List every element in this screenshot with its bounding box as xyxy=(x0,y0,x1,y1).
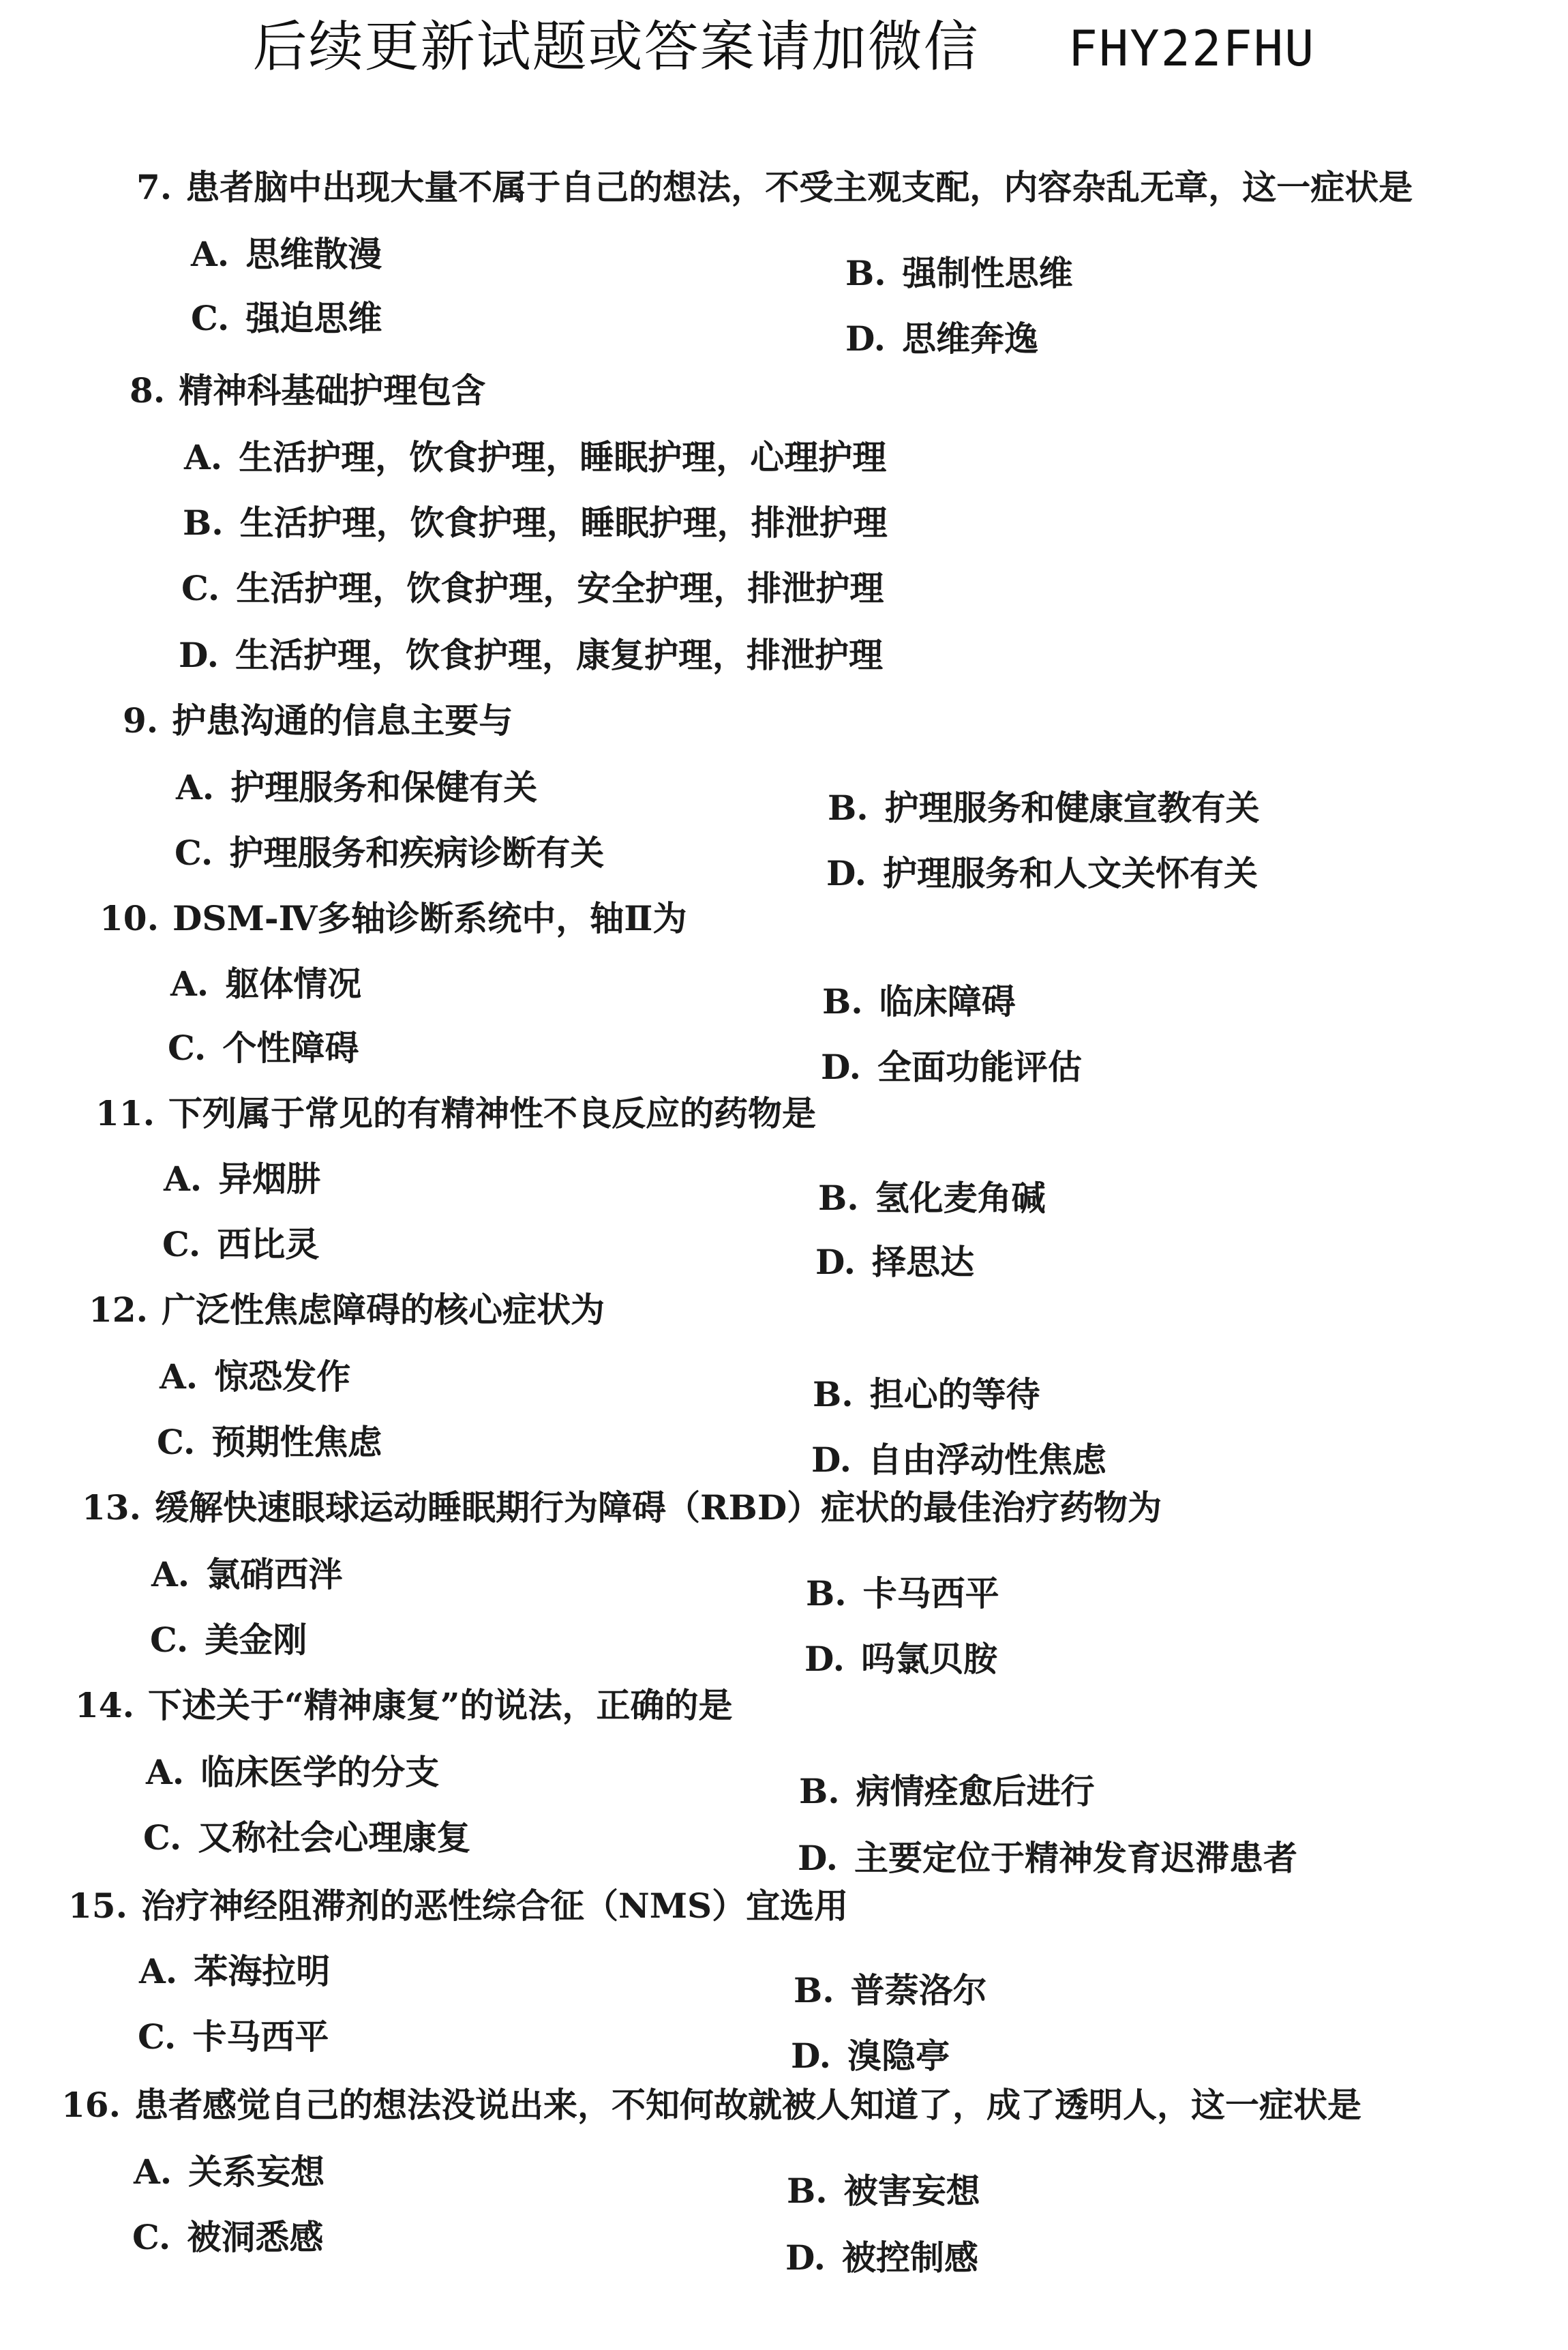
option-d: D. 生活护理，饮食护理，康复护理，排泄护理 xyxy=(179,635,883,675)
option-d: D. 主要定位于精神发育迟滞患者 xyxy=(798,1838,1297,1878)
question-number: 9. xyxy=(123,700,159,741)
option-b: B. 生活护理，饮食护理，睡眠护理，排泄护理 xyxy=(183,503,888,543)
question-number: 11. xyxy=(95,1093,155,1133)
question-stem: DSM-Ⅳ多轴诊断系统中，轴Ⅱ为 xyxy=(172,898,687,938)
question-stem: 患者脑中出现大量不属于自己的想法，不受主观支配，内容杂乱无章，这一症状是 xyxy=(185,167,1413,207)
question-number: 15. xyxy=(68,1886,127,1926)
option-c: C. 护理服务和疾病诊断有关 xyxy=(175,833,605,873)
option-d: D. 被控制感 xyxy=(785,2237,978,2278)
option-d: D. 护理服务和人文关怀有关 xyxy=(826,853,1258,893)
question-stem: 缓解快速眼球运动睡眠期行为障碍（RBD）症状的最佳治疗药物为 xyxy=(155,1487,1162,1528)
option-c: C. 生活护理，饮食护理，安全护理，排泄护理 xyxy=(181,568,884,608)
option-a: A. 思维散漫 xyxy=(191,234,382,274)
question-number: 13. xyxy=(82,1487,141,1528)
option-a: A. 氯硝西泮 xyxy=(151,1554,343,1594)
option-c: C. 卡马西平 xyxy=(138,2017,329,2057)
option-d: D. 思维奔逸 xyxy=(845,318,1038,359)
question-stem: 精神科基础护理包含 xyxy=(179,370,486,411)
option-b: B. 强制性思维 xyxy=(845,253,1073,293)
question-stem: 护患沟通的信息主要与 xyxy=(172,700,513,741)
option-b: B. 普萘洛尔 xyxy=(794,1970,987,2010)
header-text: 后续更新试题或答案请加微信 xyxy=(252,15,980,78)
question-stem: 治疗神经阻滞剂的恶性综合征（NMS）宜选用 xyxy=(141,1886,849,1926)
option-a: A. 护理服务和保健有关 xyxy=(176,767,538,807)
question-stem: 患者感觉自己的想法没说出来，不知何故就被人知道了，成了透明人，这一症状是 xyxy=(134,2085,1361,2125)
option-b: B. 病情痊愈后进行 xyxy=(799,1771,1095,1811)
option-b: B. 被害妄想 xyxy=(787,2171,980,2211)
option-a: A. 异烟肼 xyxy=(164,1159,321,1199)
option-a: A. 关系妄想 xyxy=(134,2152,325,2192)
option-b: B. 卡马西平 xyxy=(806,1573,999,1613)
question-stem: 下述关于“精神康复”的说法，正确的是 xyxy=(148,1685,733,1725)
option-c: C. 美金刚 xyxy=(150,1620,307,1660)
question-number: 7. xyxy=(136,167,172,207)
header-wechat-code: FHY22FHU xyxy=(1068,20,1316,77)
option-a: A. 苯海拉明 xyxy=(139,1951,331,1991)
option-d: D. 自由浮动性焦虑 xyxy=(811,1440,1106,1480)
option-c: C. 预期性焦虑 xyxy=(157,1422,382,1462)
option-c: C. 强迫思维 xyxy=(191,298,382,338)
option-c: C. 个性障碍 xyxy=(168,1028,359,1068)
question-stem: 广泛性焦虑障碍的核心症状为 xyxy=(162,1290,605,1330)
question-number: 14. xyxy=(75,1685,134,1725)
question-number: 8. xyxy=(130,370,166,411)
option-a: A. 躯体情况 xyxy=(170,964,362,1004)
option-c: C. 又称社会心理康复 xyxy=(143,1817,471,1858)
option-d: D. 择思达 xyxy=(815,1242,974,1282)
option-a: A. 惊恐发作 xyxy=(160,1356,351,1397)
question-number: 12. xyxy=(89,1290,148,1330)
option-b: B. 氢化麦角碱 xyxy=(818,1178,1046,1218)
option-d: D. 溴隐亭 xyxy=(791,2036,950,2076)
question-number: 10. xyxy=(100,898,159,938)
question-stem: 下列属于常见的有精神性不良反应的药物是 xyxy=(168,1093,816,1133)
option-b: B. 护理服务和健康宣教有关 xyxy=(828,788,1260,828)
option-c: C. 被洞悉感 xyxy=(132,2217,324,2257)
option-a: A. 生活护理，饮食护理，睡眠护理，心理护理 xyxy=(184,437,887,477)
option-b: B. 临床障碍 xyxy=(822,981,1016,1022)
option-c: C. 西比灵 xyxy=(162,1224,320,1264)
option-b: B. 担心的等待 xyxy=(813,1374,1040,1414)
question-number: 16. xyxy=(61,2085,121,2125)
option-d: D. 吗氯贝胺 xyxy=(804,1639,997,1679)
option-d: D. 全面功能评估 xyxy=(821,1047,1082,1087)
option-a: A. 临床医学的分支 xyxy=(146,1752,440,1792)
